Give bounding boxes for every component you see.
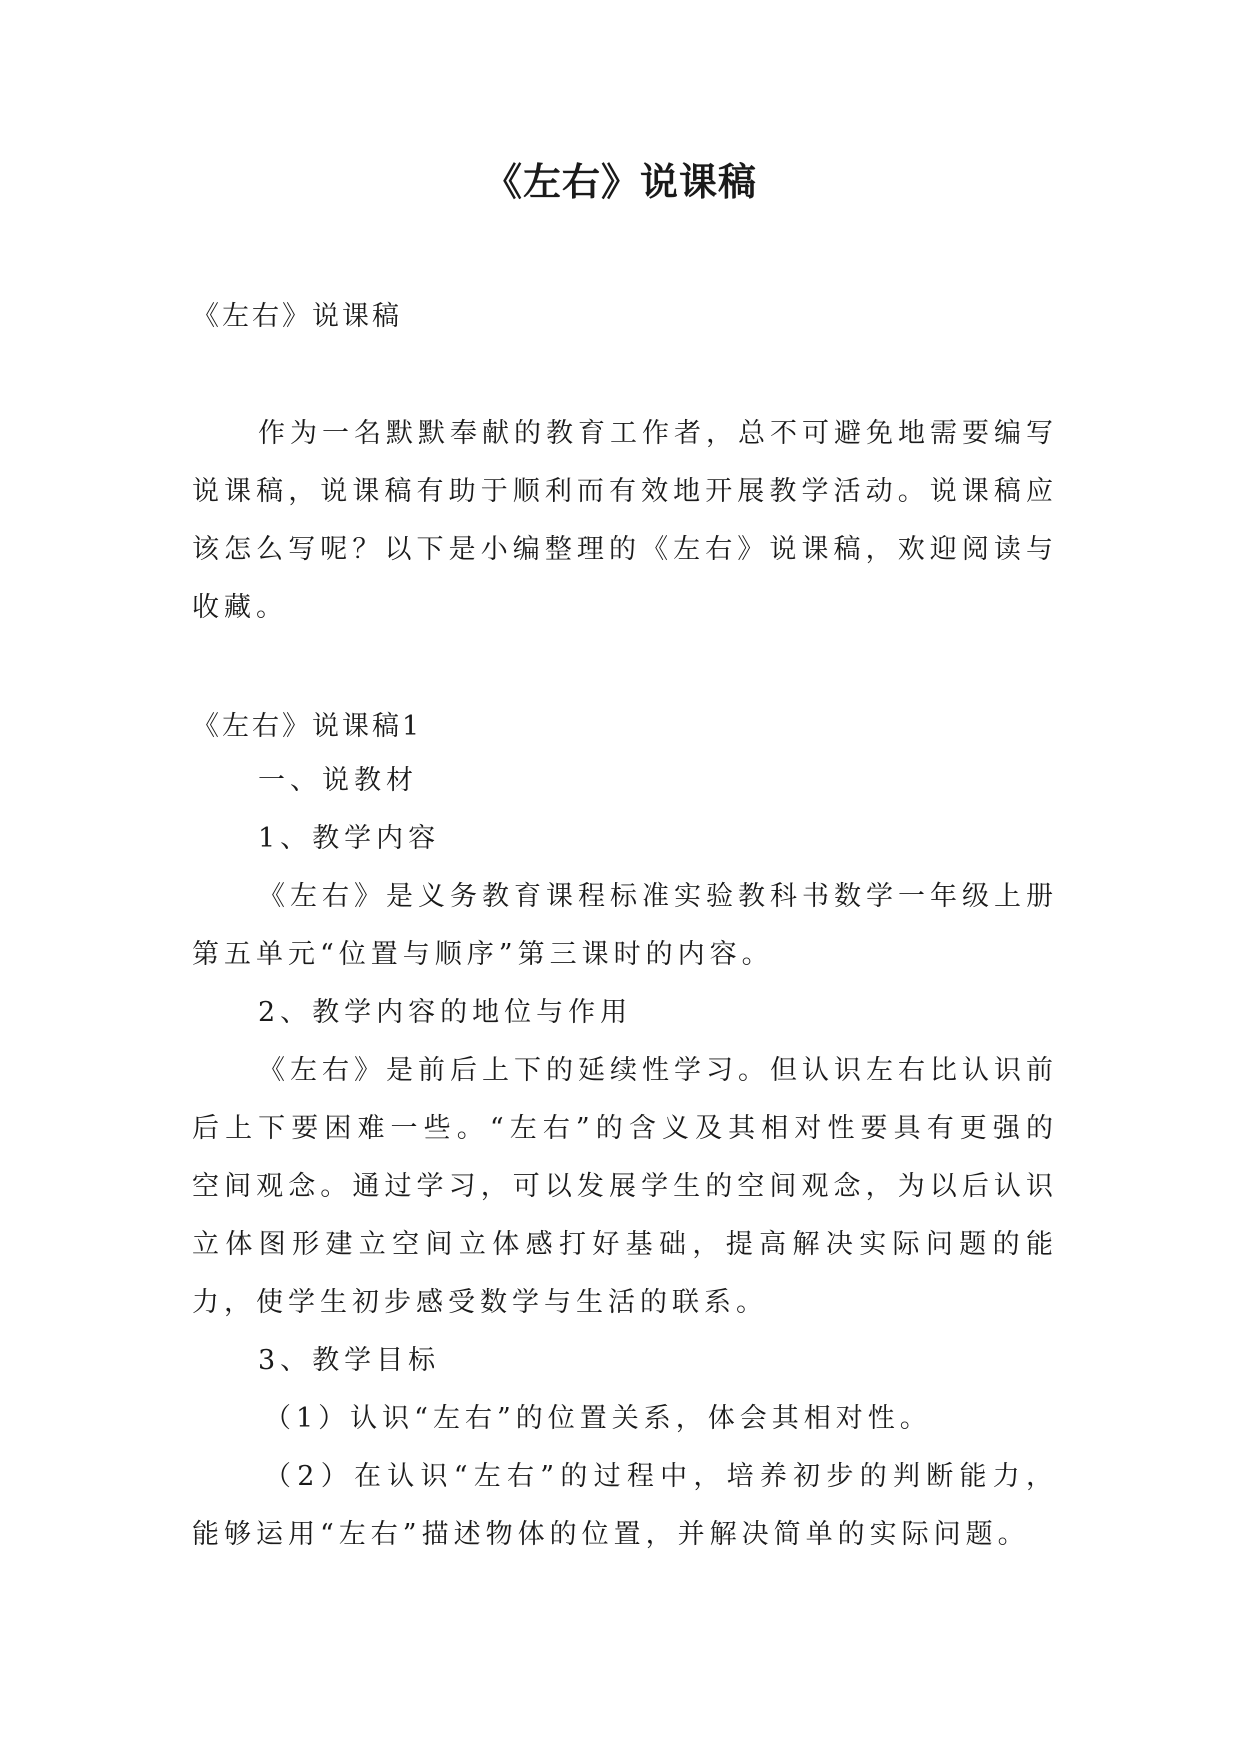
heading-teaching-material: 一、说教材 bbox=[258, 765, 418, 796]
paragraph-status-and-role: 《左右》是前后上下的延续性学习。但认识左右比认识前后上下要困难一些。“左右”的含义及其相对性要具有更强的空间观念。通过学习，可以发展学生的空间观念，为以后认识立体图形建立空间立体感打好基础，提高解决实际问题的能力，使学生初步感受数学与生活的联系。 bbox=[192, 1055, 1058, 1318]
document-subtitle: 《左右》说课稿 bbox=[192, 301, 402, 332]
document-title: 《左右》说课稿 bbox=[483, 160, 757, 204]
goal-item-1: （1）认识“左右”的位置关系，体会其相对性。 bbox=[264, 1403, 932, 1434]
goal-item-2: （2）在认识“左右”的过程中，培养初步的判断能力，能够运用“左右”描述物体的位置，并解决简单的实际问题。 bbox=[192, 1461, 1058, 1550]
heading-teaching-goals: 3、教学目标 bbox=[258, 1345, 441, 1376]
section-heading: 《左右》说课稿1 bbox=[192, 711, 423, 742]
heading-teaching-content: 1、教学内容 bbox=[258, 823, 441, 854]
paragraph-teaching-content: 《左右》是义务教育课程标准实验教科书数学一年级上册第五单元“位置与顺序”第三课时的内容。 bbox=[192, 881, 1058, 970]
intro-paragraph: 作为一名默默奉献的教育工作者，总不可避免地需要编写说课稿，说课稿有助于顺利而有效地开展教学活动。说课稿应该怎么写呢？以下是小编整理的《左右》说课稿，欢迎阅读与收藏。 bbox=[192, 418, 1058, 623]
heading-status-and-role: 2、教学内容的地位与作用 bbox=[258, 997, 633, 1028]
section-body bbox=[192, 752, 1058, 1564]
